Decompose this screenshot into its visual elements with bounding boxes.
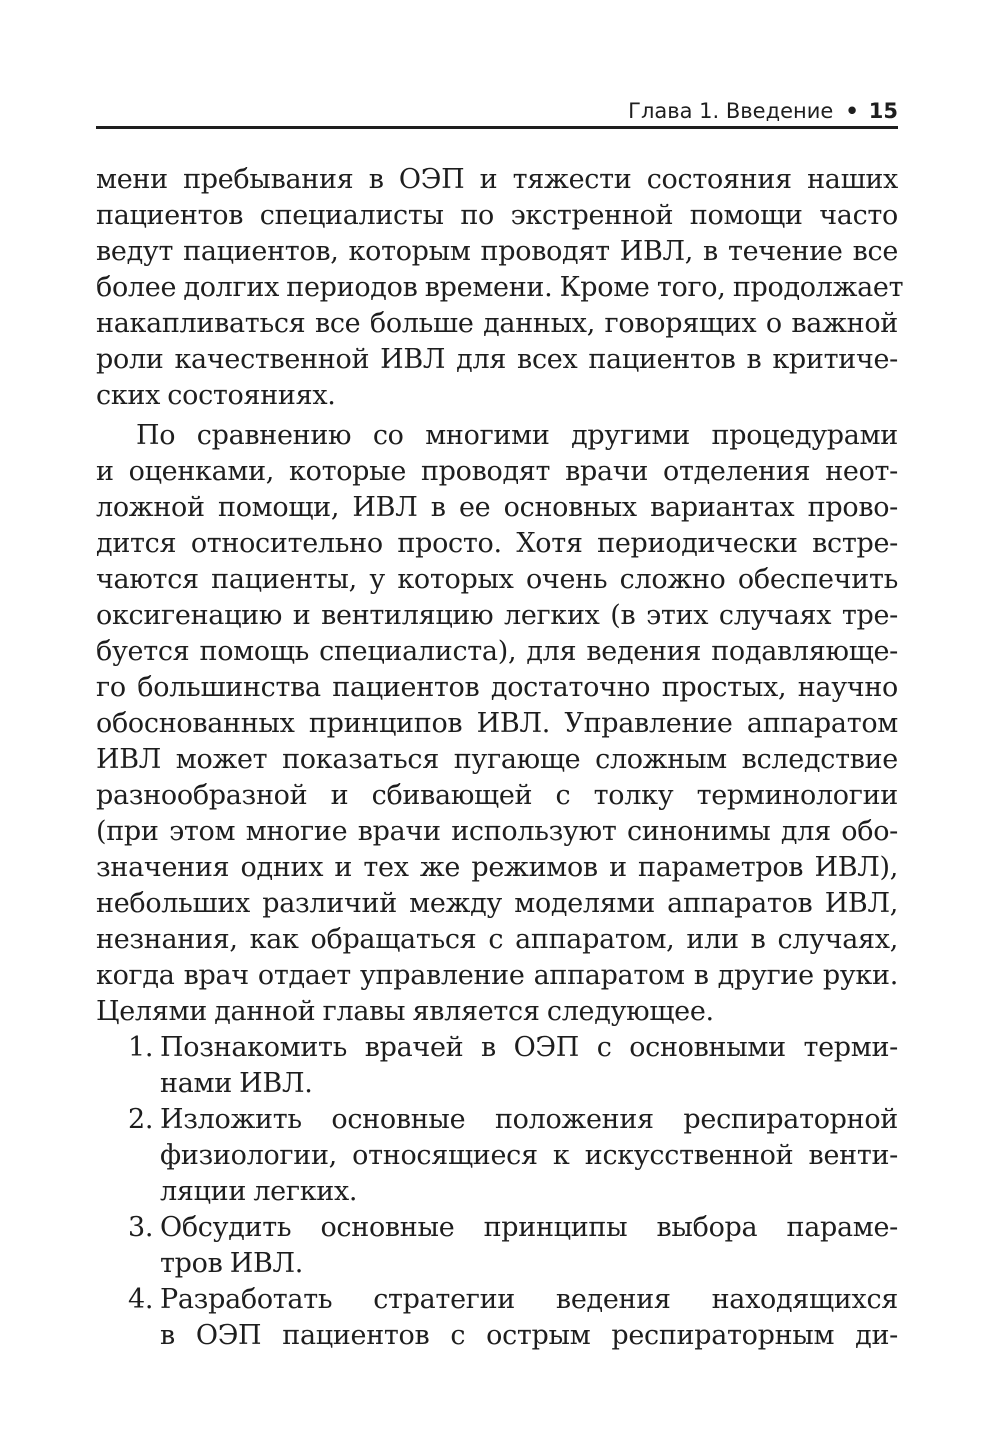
list-item-first-line xyxy=(96,1282,898,1318)
text-line: пациентов специалисты по экстренной помощи часто xyxy=(96,200,898,231)
list-item-text: Обсудить основные принципы выбора параме- xyxy=(160,1212,898,1243)
text-line: оксигенацию и вентиляцию легких (в этих случаях тре- xyxy=(96,600,898,631)
list-item-text: Разработать стратегии ведения находящихся xyxy=(160,1284,898,1315)
list-item-first-line xyxy=(96,1030,898,1066)
paragraph-2 xyxy=(96,418,898,1030)
text-line: значения одних и тех же режимов и параметров ИВЛ), xyxy=(96,852,898,883)
text-line: Целями данной главы является следующее. xyxy=(96,996,714,1027)
text-line: роли качественной ИВЛ для всех пациентов в критиче- xyxy=(96,344,898,375)
text-line: дится относительно просто. Хотя периодически встре- xyxy=(96,528,898,559)
text-line: буется помощь специалиста), для ведения подавляюще- xyxy=(96,636,898,667)
text-line: По сравнению со многими другими процедурами xyxy=(136,420,898,451)
text-line: небольших различий между моделями аппаратов ИВЛ, xyxy=(96,888,898,919)
list-item-first-line xyxy=(96,1210,898,1246)
text-line: чаются пациенты, у которых очень сложно обеспечить xyxy=(96,564,898,595)
text-line: ложной помощи, ИВЛ в ее основных вариантах прово- xyxy=(96,492,898,523)
chapter-title: Глава 1. Введение xyxy=(628,99,834,123)
text-line: ских состояниях. xyxy=(96,380,336,411)
header-separator: • xyxy=(845,99,859,123)
goals-list xyxy=(96,1030,898,1354)
list-item-line: физиологии, относящиеся к искусственной венти- xyxy=(160,1140,898,1171)
running-header xyxy=(96,96,898,129)
list-item xyxy=(96,1210,898,1282)
text-line: разнообразной и сбивающей с толку терминологии xyxy=(96,780,898,811)
list-item-line: нами ИВЛ. xyxy=(160,1068,313,1099)
paragraph-1 xyxy=(96,162,904,414)
text-line: ИВЛ может показаться пугающе сложным вследствие xyxy=(96,744,898,775)
list-item-first-line xyxy=(96,1102,898,1138)
list-item-line: тров ИВЛ. xyxy=(160,1248,304,1279)
list-item-number: 2. xyxy=(128,1104,154,1135)
page-number: 15 xyxy=(868,99,898,123)
text-line: обоснованных принципов ИВЛ. Управление аппаратом xyxy=(96,708,898,739)
list-item xyxy=(96,1282,898,1354)
text-line: (при этом многие врачи используют синонимы для обо- xyxy=(96,816,898,847)
text-line: накапливаться все больше данных, говорящих о важной xyxy=(96,308,898,339)
text-line: незнания, как обращаться с аппаратом, или в случаях, xyxy=(96,924,898,955)
page-body xyxy=(96,162,904,1354)
text-line: когда врач отдает управление аппаратом в другие руки. xyxy=(96,960,898,991)
list-item-line: ляции легких. xyxy=(160,1176,358,1207)
list-item-number: 3. xyxy=(128,1212,154,1243)
list-item-number: 4. xyxy=(128,1284,154,1315)
list-item-text: Познакомить врачей в ОЭП с основными терми- xyxy=(160,1032,898,1063)
list-item xyxy=(96,1030,898,1102)
list-item-line: в ОЭП пациентов с острым респираторным ди- xyxy=(160,1320,898,1351)
text-line: ведут пациентов, которым проводят ИВЛ, в течение все xyxy=(96,236,898,267)
text-line: более долгих периодов времени. Кроме того, продолжает xyxy=(96,272,904,303)
text-line: мени пребывания в ОЭП и тяжести состояния наших xyxy=(96,164,898,195)
text-line: го большинства пациентов достаточно простых, научно xyxy=(96,672,898,703)
list-item xyxy=(96,1102,898,1210)
text-line: и оценками, которые проводят врачи отделения неот- xyxy=(96,456,898,487)
list-item-text: Изложить основные положения респираторной xyxy=(160,1104,898,1135)
list-item-number: 1. xyxy=(128,1032,154,1063)
